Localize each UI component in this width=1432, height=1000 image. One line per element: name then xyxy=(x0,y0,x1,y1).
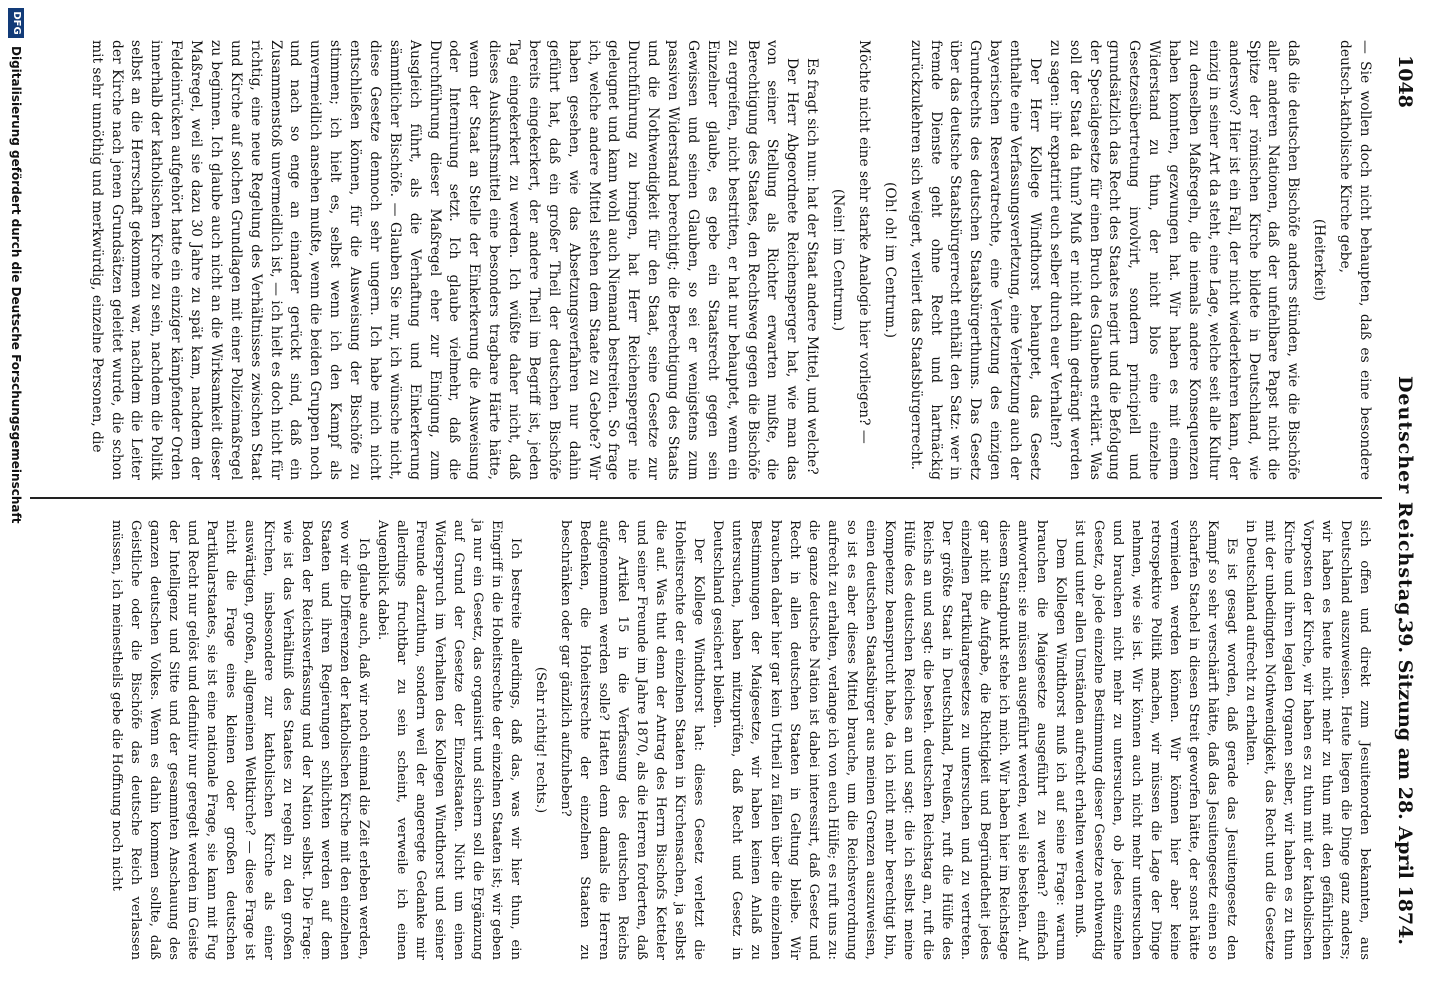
paragraph: Dem Kollegen Windthorst muß ich auf seine Frage: warum brauchen die Maigesetze ausgeführt zu werden? einfach antworten: sie müssen ausgeführt werden, weil sie bestehen. Auf diesem Standpunkt stehe ich mich. Wir haben hier im Reichstage gar nicht die Aufgabe, die Richtigkeit und Begründetheit jedes einzelnen Partikulargesetzes zu untersuchen und zu vertreten. Der größte Staat in Deutschland, Preußen, ruft die Hülfe des Reichs an und sagt: die besteh. deutschen Reichstag an, ruft die Hülfe des deutschen Reiches an und sagt: die ich selbst meine Kompetenz beansprucht habe, da ich nicht mehr berechtigt bin, einen deutschen Staatsbürger aus meinen Grenzen auszuweisen, so ist es aber dieses Mittel brauche, um die Reichsverordnung aufrecht zu erhalten, verlange ich von euch Hülfe; es ruft uns zu: die ganze deutsche Nation ist dabei interessirt, daß Gesetz und Recht in allen deutschen Staaten in Geltung bleibe. Wir brauchen daher hier gar kein Urtheil zu fällen über die einzelnen Bestimmungen der Maigesetze, wir haben keinen Anlaß zu untersuchen, haben mitzuprüfen, daß Recht und Gesetz in Deutschland gesichert bleiben. xyxy=(710,520,1068,960)
interjection: (Oh! oh! im Centrum.) xyxy=(881,182,898,338)
paragraph: Der Herr Abgeordnete Reichensperger hat, wie man das von seiner Stellung als Richter erwarten mußte, die Berechtigung des Staates, den Rechtsweg gegen die Bischöfe zu ergreifen, nicht bestritten, er hat nur behauptet, wenn ein Einzelner glaube, es gebe ein Staatsrecht gegen sein Gewissen und seinen Glauben, so sei er wenigstens zum passiven Widerstand berechtigt; die Berechtigung des Staats und die Nothwendigkeit für den Staat, seine Gesetze zur Durchführung zu bringen, hat Herr Reichensperger nie geleugnet und kann wohl auch Niemand bestreiten. So frage ich, welche andere Mittel stehen dem Staate zu Gebote? Wir haben gesehen, wie das Absetzungsverfahren nur dahin geführt hat, daß ein großer Theil der deutschen Bischöfe bereits eingekerkert, der andere Theil im Begriff ist, jeden Tag eingekerkert zu werden. Ich wüßte daher nicht, daß dieses Auskunftsmittel eine besonders tragbare Härte hätte, wenn der Staat an Stelle der Einkerkerung die Ausweisung oder Internirung setzt. Ich glaube vielmehr, daß die Durchführung dieser Maßregel eher zur Einigung, zum Ausgleich führt, als die Verhaftung und Einkerkerung sämmtlicher Bischöfe. — Glauben Sie nur, ich wünsche nicht, diese Gesetze dennoch sehr ungern. Ich habe mich nicht entschließen können, für die Ausweisung der Bischöfe zu stimmen; ich hielt es, selbst wenn ich den Kampf als unvermeidlich ansehen mußte, wenn die beiden Gruppen noch und nach so enge an einander gerückt sind, daß ein Zusammenstoß unvermeidlich ist, — ich hielt es doch nicht für richtig, eine neue Regelung des Verhältnisses zwischen Staat und Kirche auf solchen Grundlagen mit einer Polizeimaßregel zu beginnen. Ich glaube auch nicht an die Wirksamkeit dieser Maßregel, weil sie dazu 30 Jahre zu spät kam, nachdem der Feldeinrücken aufgehört hatte ein einziger kämpfender Orden innerhalb der katholischen Kirche zu sein, nachdem die Politik selbst an die Herrschaft gekommen war, nachdem die Leiter der Kirche nach jenen Grundsätzen geleitet wurde, die schon mit sehr unnöthig und merkwürdig, einzelne Personen, die xyxy=(88,40,801,480)
interjection: (Sehr richtig! rechts.) xyxy=(533,666,549,814)
page-title: Deutscher Reichstag. xyxy=(1394,375,1416,625)
interjection: (Heiterkeit) xyxy=(1311,218,1328,302)
paragraph: Ich bestreite allerdings, daß das, was wir hier thun, ein Eingriff in die Hoheitsrechte der einzelnen Staaten ist; wir geben ja nur ein Gesetz, das organisirt und sichern soll die Ergänzung auf Grund der Gesetze der Einzelstaaten. Nicht um einen Widerspruch im Verhalten des Kollegen Windthorst und seiner Freunde darzuthun, sondern weil der angeregte Gedanke mir allerdings fruchtbar zu sein scheint, verweile ich einen Augenblick dabei. xyxy=(375,520,524,960)
page-number: 1048 xyxy=(1394,55,1416,108)
paragraph: Es fragt sich nun: hat der Staat andere Mittel, und welche? xyxy=(804,58,821,475)
digitization-credit: Digitalisierung gefördert durch die Deutsche Forschungsgemeinschaft xyxy=(9,46,23,524)
column-divider xyxy=(30,497,1382,499)
page-footer xyxy=(4,0,26,1000)
paragraph: Der Herr Kollege Windthorst behauptet, das Gesetz enthalte eine Verfassungsverletzung, eine Verletzung auch der bayerischen Reservatrechte, eine Verletzung des einzigen Grundrechts des deutschen Staatsbürgerthums. Das Gesetz über das deutsche Staatsbürgerrecht enthält den Satz: wer in fremde Dienste geht ohne Recht und hartnäckig zurückzukehren sich weigert, verliert das Staatsbürgerrecht. xyxy=(907,40,1043,480)
interjection: (Nein! im Centrum.) xyxy=(830,188,847,332)
right-text-column xyxy=(107,520,1374,960)
dfg-logo: DFG xyxy=(8,8,24,38)
paragraph: sich offen und direkt zum Jesuitenorden bekannten, aus Deutschland auszuweisen. Heute liegen die Dinge ganz anders; wir haben es heute nicht mehr zu thun mit den gefährlichen Vorposten der Kirche, wir haben es zu thun mit der katholischen Kirche und ihren legalen Organen selber, wir haben es zu thun mit der unbedingten Nothwendigkeit, das Recht und die Gesetze in Deutschland aufrecht zu erhalten. xyxy=(1242,520,1372,960)
session-date: 39. Sitzung am 28. April 1874. xyxy=(1394,620,1416,945)
paragraph: Es ist gesagt worden, daß gerade das Jesuitengesetz den Kampf so sehr verschärft hätte, daß das Jesuitengesetz einen so scharfen Stachel in diesen Streit geworfen hätte, der sonst hätte vermieden werden können. Wir können hier aber keine retrospektive Politik machen, wir müssen die Lage der Dinge nehmen, wie sie ist. Wir können auch nicht mehr untersuchen und brauchen nicht mehr zu untersuchen, ob jedes einzelne Gesetz, ob jede einzelne Bestimmung dieser Gesetze nothwendig ist und unter allen Umständen aufrecht erhalten werden muß. xyxy=(1071,520,1239,960)
paragraph: Möchte nicht eine sehr starke Analogie hier vorliegen? — xyxy=(856,40,872,444)
paragraph: Ich glaube auch, daß wir noch einmal die Zeit erleben werden, wo wir die Differenzen der katholischen Kirche mit den einzelnen Staaten und ihren Regierungen schlichten werden auf dem Boden der Reichsverfassung und der Nation selbst. Die Frage: wie ist das Verhältniß des Staates zu regeln zu den großen Kirchen, insbesondere zur katholischen Kirche als einer auswärtigen, großen, allgemeinen Weltkirche? — diese Frage ist nicht die Frage eines kleinen oder großen deutschen Partikularstaates, sie ist eine nationale Frage, sie kann mit Fug und Recht nur gelöst und definitiv nur geregelt werden im Geiste der Intelligenz und Sitte und der gesammten Anschauung des ganzen deutschen Volkes. Wenn es dahin kommen sollte, daß Geistliche oder die Bischöfe das deutsche Reich verlassen müssen, ich meinestheils gebe die Hoffnung noch nicht xyxy=(108,520,372,960)
paragraph: daß die deutschen Bischöfe anders stünden, wie die Bischöfe aller anderen Nationen, daß der unfehlbare Papst nicht die Spitze der römischen Kirche bildete in Deutschland, wie anderswo? Hier ist ein Fall, der nicht wiederkehren kann, der einzig in seiner Art da steht, eine Lage, welche seit alle Kultur zu denselben Maßregeln, die niemals andere Konsequenzen haben konnten, gezwungen hat. Wir haben es mit einem Widerstand zu thun, der nicht blos eine einzelne Gesetzesübertretung involvirt, sondern principiell und grundsätzlich das Recht des Staates negirt und die Befolgung der Specialgesetze für einen Bruch des Glaubens erklärt. Was soll der Staat da thun? Muß er nicht dahin gedrängt werden zu sagen: ihr expatriirt euch selber durch euer Verhalten? xyxy=(1046,40,1302,480)
paragraph: — Sie wollen doch nicht behaupten, daß es eine besondere deutsch-katholische Kirche gebe, xyxy=(1337,40,1373,480)
paragraph: Der Kollege Windthorst hat: dieses Gesetz verletzt die Hoheitsrechte der einzelnen Staaten in Kirchensachen, ja selbst die auf. Was thut denn der Antrag des Herrn Bischofs Ketteler und seiner Freunde im Jahre 1870, als die Herren forderten, daß der Artikel 15 in die Verfassung des deutschen Reichs aufgenommen werden solle? Hatten denn damals die Herren Bedenken, die Hoheitsrechte der einzelnen Staaten zu beschränken oder gar gänzlich aufzuheben? xyxy=(558,520,707,960)
left-text-column xyxy=(86,40,1374,480)
page-header xyxy=(1390,40,1420,960)
